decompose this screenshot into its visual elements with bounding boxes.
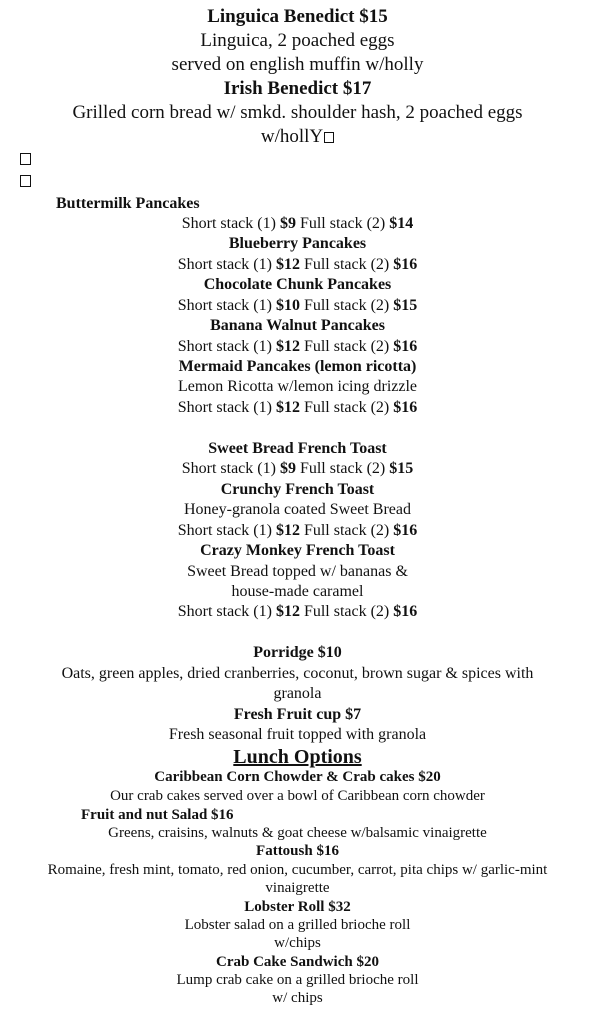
chowder-crab-cakes-desc: Our crab cakes served over a bowl of Caribbean corn chowder	[110, 788, 485, 804]
banana-walnut-pancakes-title: Banana Walnut Pancakes	[210, 317, 385, 334]
crazy-monkey-french-toast-desc-1: Sweet Bread topped w/ bananas &	[187, 563, 408, 580]
short-stack-label: Short stack (1)	[177, 522, 276, 539]
irish-benedict-desc-2: w/hollY	[260, 126, 324, 147]
crazy-monkey-french-toast-prices	[0, 602, 595, 622]
short-stack-label: Short stack (1)	[181, 215, 280, 232]
linguica-benedict-desc-1: Linguica, 2 poached eggs	[200, 30, 395, 51]
full-stack-label: Full stack (2)	[299, 297, 394, 314]
blueberry-pancakes-title: Blueberry Pancakes	[228, 235, 367, 252]
crazy-monkey-french-toast-title: Crazy Monkey French Toast	[200, 542, 395, 559]
short-stack-price: $12	[275, 338, 300, 355]
full-stack-price: $15	[389, 460, 414, 477]
banana-walnut-pancakes-prices	[0, 337, 595, 357]
missing-glyph-box-icon	[20, 175, 31, 187]
porridge-desc-2: granola	[273, 685, 322, 702]
full-stack-price: $16	[393, 338, 418, 355]
short-stack-label: Short stack (1)	[177, 399, 276, 416]
chowder-crab-cakes-title: Caribbean Corn Chowder & Crab cakes $20	[154, 769, 441, 785]
short-stack-label: Short stack (1)	[177, 603, 276, 620]
blueberry-pancakes-prices	[0, 255, 595, 275]
fruit-nut-salad-title: Fruit and nut Salad $16	[81, 807, 234, 823]
full-stack-label: Full stack (2)	[299, 399, 394, 416]
crunchy-french-toast-desc: Honey-granola coated Sweet Bread	[183, 501, 411, 518]
crunchy-french-toast-prices	[0, 521, 595, 541]
short-stack-price: $9	[279, 215, 296, 232]
short-stack-label: Short stack (1)	[177, 338, 276, 355]
fattoush-desc-2: vinaigrette	[265, 880, 330, 896]
missing-glyph-box-icon	[20, 153, 31, 165]
irish-benedict-desc-1: Grilled corn bread w/ smkd. shoulder hash, 2 poached eggs	[72, 102, 523, 123]
lunch-options-heading: Lunch Options	[233, 746, 362, 768]
full-stack-price: $14	[389, 215, 414, 232]
lobster-roll-desc-2: w/chips	[274, 935, 321, 951]
short-stack-price: $12	[275, 522, 300, 539]
short-stack-label: Short stack (1)	[177, 297, 276, 314]
sweet-bread-french-toast-prices	[0, 459, 595, 479]
crab-cake-sandwich-desc-1: Lump crab cake on a grilled brioche roll	[176, 972, 419, 988]
full-stack-label: Full stack (2)	[299, 256, 394, 273]
fruit-cup-desc: Fresh seasonal fruit topped with granola	[168, 726, 427, 743]
full-stack-price: $16	[393, 522, 418, 539]
lobster-roll-title: Lobster Roll $32	[244, 899, 351, 915]
sweet-bread-french-toast-title: Sweet Bread French Toast	[208, 440, 387, 457]
fruit-cup-title: Fresh Fruit cup $7	[233, 706, 362, 723]
fattoush-desc-1: Romaine, fresh mint, tomato, red onion, cucumber, carrot, pita chips w/ garlic-mint	[47, 862, 548, 878]
irish-benedict-desc-2-row	[0, 125, 595, 148]
short-stack-label: Short stack (1)	[181, 460, 280, 477]
mermaid-pancakes-desc: Lemon Ricotta w/lemon icing drizzle	[177, 378, 418, 395]
crazy-monkey-french-toast-desc-2: house-made caramel	[231, 583, 364, 600]
full-stack-label: Full stack (2)	[299, 522, 394, 539]
short-stack-price: $9	[279, 460, 296, 477]
lobster-roll-desc-1: Lobster salad on a grilled brioche roll	[184, 917, 411, 933]
full-stack-label: Full stack (2)	[295, 460, 390, 477]
short-stack-price: $12	[275, 256, 300, 273]
short-stack-label: Short stack (1)	[177, 256, 276, 273]
short-stack-price: $12	[275, 603, 300, 620]
full-stack-price: $16	[393, 256, 418, 273]
buttermilk-pancakes-title: Buttermilk Pancakes	[56, 195, 200, 212]
chocolate-chunk-pancakes-prices	[0, 296, 595, 316]
linguica-benedict-title: Linguica Benedict $15	[207, 6, 388, 27]
crab-cake-sandwich-desc-2: w/ chips	[272, 990, 323, 1006]
crab-cake-sandwich-title: Crab Cake Sandwich $20	[216, 954, 379, 970]
fattoush-title: Fattoush $16	[256, 843, 339, 859]
irish-benedict-title: Irish Benedict $17	[223, 78, 372, 99]
short-stack-price: $10	[275, 297, 300, 314]
linguica-benedict-desc-2: served on english muffin w/holly	[171, 54, 424, 75]
full-stack-price: $16	[393, 399, 418, 416]
full-stack-label: Full stack (2)	[299, 603, 394, 620]
buttermilk-pancakes-prices	[0, 214, 595, 234]
full-stack-label: Full stack (2)	[295, 215, 390, 232]
full-stack-label: Full stack (2)	[299, 338, 394, 355]
porridge-desc-1: Oats, green apples, dried cranberries, coconut, brown sugar & spices with	[61, 665, 534, 682]
mermaid-pancakes-prices	[0, 398, 595, 418]
crunchy-french-toast-title: Crunchy French Toast	[220, 481, 375, 498]
full-stack-price: $16	[393, 603, 418, 620]
chocolate-chunk-pancakes-title: Chocolate Chunk Pancakes	[203, 276, 392, 293]
full-stack-price: $15	[393, 297, 418, 314]
porridge-title: Porridge $10	[253, 644, 342, 661]
fruit-nut-salad-desc: Greens, craisins, walnuts & goat cheese w/balsamic vinaigrette	[108, 825, 487, 841]
missing-glyph-box-icon	[324, 132, 334, 143]
mermaid-pancakes-title: Mermaid Pancakes (lemon ricotta)	[178, 358, 417, 375]
short-stack-price: $12	[275, 399, 300, 416]
